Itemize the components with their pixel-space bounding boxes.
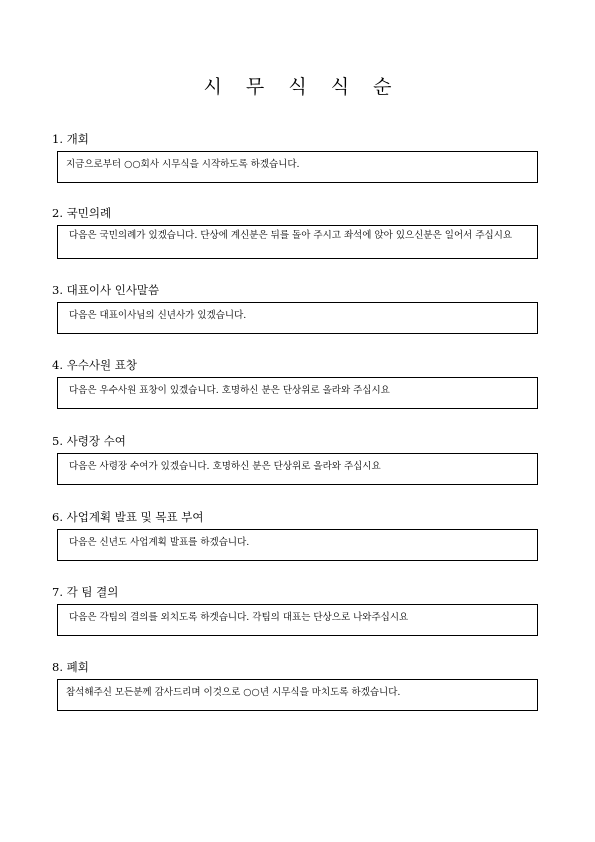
section-content-box: 참석해주신 모든분께 감사드리며 이것으로 ○○년 시무식을 마치도록 하겠습니다. [57,679,538,711]
section-heading: 2. 국민의례 [52,206,112,220]
section-team-resolution [52,585,542,636]
section-content-box: 다음은 신년도 사업계획 발표를 하겠습니다. [57,529,538,561]
section-heading: 8. 폐회 [52,660,89,674]
section-national-ceremony [52,206,542,259]
section-appointment [52,434,542,485]
section-content-box: 다음은 각팀의 결의를 외치도록 하겟습니다. 각팀의 대표는 단상으로 나와주십시요 [57,604,538,636]
page-title: 시 무 식 식 순 [203,76,401,98]
section-business-plan [52,510,542,561]
section-heading: 1. 개회 [52,132,89,146]
section-heading: 3. 대표이사 인사말씀 [52,283,160,297]
section-heading: 7. 각 팀 결의 [52,585,119,599]
section-opening [52,132,542,183]
section-content-box: 다음은 국민의례가 있겠습니다. 단상에 계신분은 뒤를 돌아 주시고 좌석에 앉아 있으신분은 일어서 주십시요 [57,225,538,259]
section-heading: 5. 사령장 수여 [52,434,126,448]
section-content-box: 지금으로부터 ○○회사 시무식을 시작하도록 하겠습니다. [57,151,538,183]
section-content-box: 다음은 사령장 수여가 있겠습니다. 호명하신 분은 단상위로 올라와 주십시요 [57,453,538,485]
section-content-box: 다음은 대표이사님의 신년사가 있겠습니다. [57,302,538,334]
section-employee-award [52,358,542,409]
section-heading: 6. 사업계획 발표 및 목표 부여 [52,510,204,524]
section-heading: 4. 우수사원 표창 [52,358,137,372]
section-closing [52,660,542,711]
section-content-box: 다음은 우수사원 표창이 있겠습니다. 호명하신 분은 단상위로 올라와 주십시요 [57,377,538,409]
section-ceo-speech [52,283,542,334]
